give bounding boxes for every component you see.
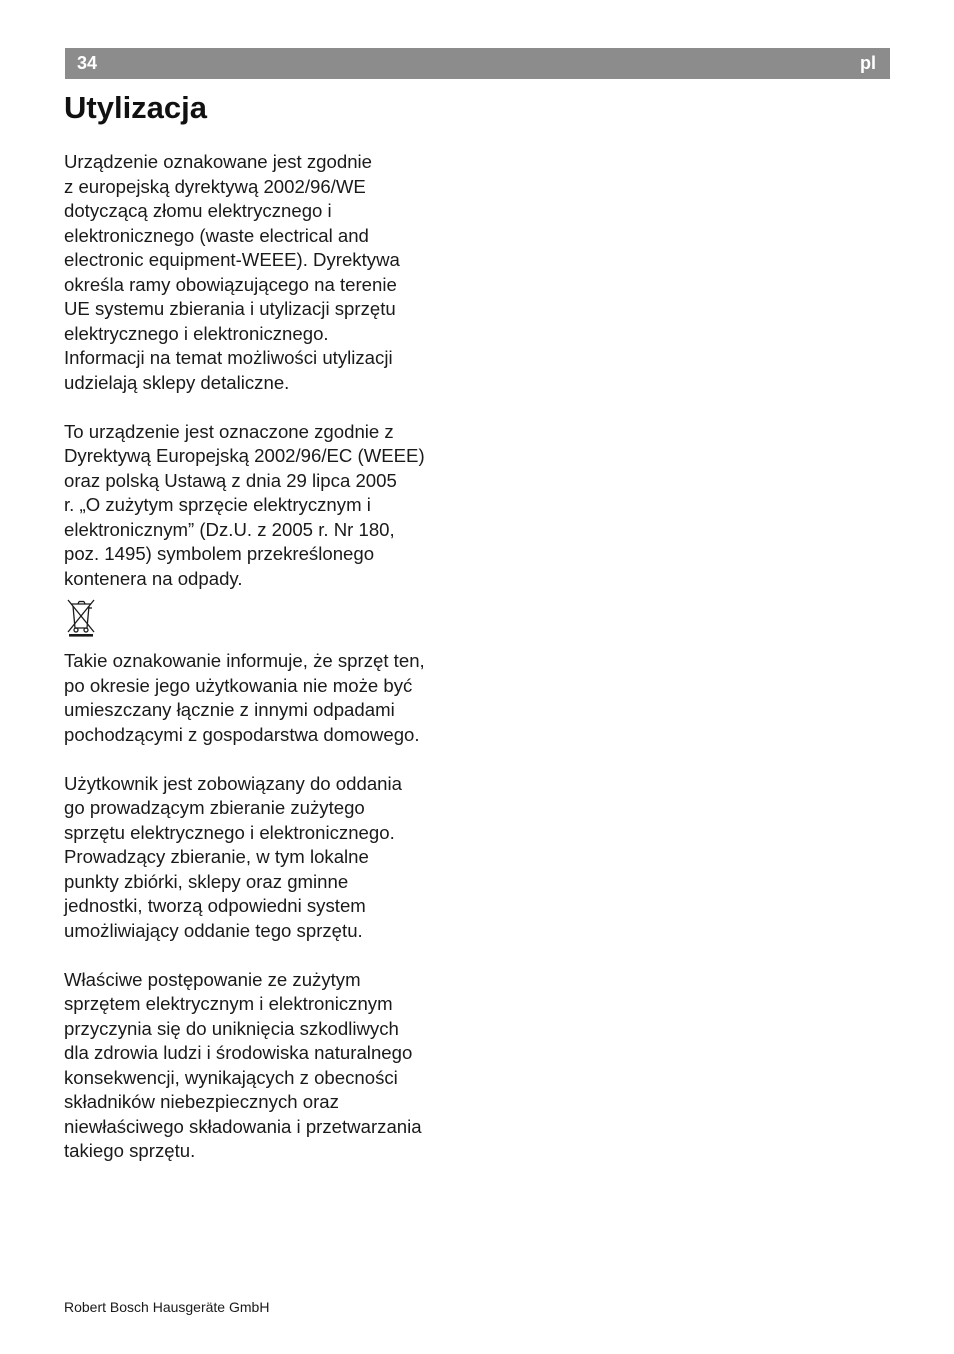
section-title: Utylizacja	[64, 90, 208, 125]
text-line: electronic equipment-WEEE). Dyrektywa	[64, 249, 400, 270]
paragraph-user-obligation	[64, 772, 474, 944]
text-line: niewłaściwego składowania i przetwarzania	[64, 1115, 422, 1137]
language-code: pl	[860, 53, 876, 73]
text-line: dla zdrowia ludzi i środowiska naturalnego	[64, 1042, 413, 1063]
text-line: Takie oznakowanie informuje, że sprzęt ten,	[64, 650, 425, 671]
paragraph-weee-directive	[64, 150, 474, 395]
text-line: takiego sprzętu.	[64, 1140, 196, 1161]
document-body	[64, 150, 474, 1164]
text-line: elektrycznego i elektronicznego.	[64, 322, 329, 344]
text-line: punkty zbiórki, sklepy oraz gminne	[64, 870, 349, 892]
paragraph-polish-law	[64, 420, 474, 592]
text-line: konsekwencji, wynikających z obecności	[64, 1066, 398, 1088]
text-line: To urządzenie jest oznaczone zgodnie z	[64, 420, 394, 442]
page-number: 34	[77, 53, 98, 73]
page-header-bar	[65, 48, 890, 79]
paragraph-marking-info	[64, 649, 474, 747]
text-line: po okresie jego użytkowania nie może być	[64, 674, 413, 696]
text-line: Informacji na temat możliwości utylizacji	[64, 347, 393, 368]
text-line: elektronicznym” (Dz.U. z 2005 r. Nr 180,	[64, 518, 395, 540]
text-line: określa ramy obowiązującego na terenie	[64, 273, 397, 295]
text-line: elektronicznego (waste electrical and	[64, 224, 369, 246]
text-line: Prowadzący zbieranie, w tym lokalne	[64, 846, 369, 867]
text-line: Urządzenie oznakowane jest zgodnie	[64, 151, 373, 172]
text-line: sprzętu elektrycznego i elektronicznego.	[64, 821, 395, 843]
paragraph-spacer	[64, 943, 474, 968]
text-line: z europejską dyrektywą 2002/96/WE	[64, 175, 366, 197]
text-line: r. „O zużytym sprzęcie elektrycznym i	[64, 494, 371, 515]
text-line: umieszczany łącznie z innymi odpadami	[64, 699, 395, 720]
text-line: przyczynia się do uniknięcia szkodliwych	[64, 1017, 399, 1039]
paragraph-proper-handling	[64, 968, 474, 1164]
text-line: Właściwe postępowanie ze zużytym	[64, 968, 361, 990]
crossed-out-wheelie-bin-icon	[64, 597, 98, 637]
text-line: go prowadzącym zbieranie zużytego	[64, 797, 365, 818]
text-line: oraz polską Ustawą z dnia 29 lipca 2005	[64, 469, 397, 491]
weee-symbol	[64, 597, 474, 649]
text-line: umożliwiający oddanie tego sprzętu.	[64, 919, 363, 941]
text-line: UE systemu zbierania i utylizacji sprzętu	[64, 298, 396, 319]
text-line: poz. 1495) symbolem przekreślonego	[64, 543, 375, 564]
text-line: pochodzącymi z gospodarstwa domowego.	[64, 723, 420, 745]
text-line: Użytkownik jest zobowiązany do oddania	[64, 772, 402, 794]
text-line: składników niebezpiecznych oraz	[64, 1091, 339, 1112]
text-line: sprzętem elektrycznym i elektronicznym	[64, 993, 393, 1014]
footer-company-name: Robert Bosch Hausgeräte GmbH	[64, 1299, 270, 1315]
text-line: Dyrektywą Europejską 2002/96/EC (WEEE)	[64, 445, 425, 466]
paragraph-spacer	[64, 395, 474, 420]
paragraph-spacer	[64, 747, 474, 772]
text-line: jednostki, tworzą odpowiedni system	[64, 895, 366, 916]
text-line: kontenera na odpady.	[64, 567, 243, 589]
text-line: dotyczącą złomu elektrycznego i	[64, 200, 332, 221]
text-line: udzielają sklepy detaliczne.	[64, 371, 290, 393]
